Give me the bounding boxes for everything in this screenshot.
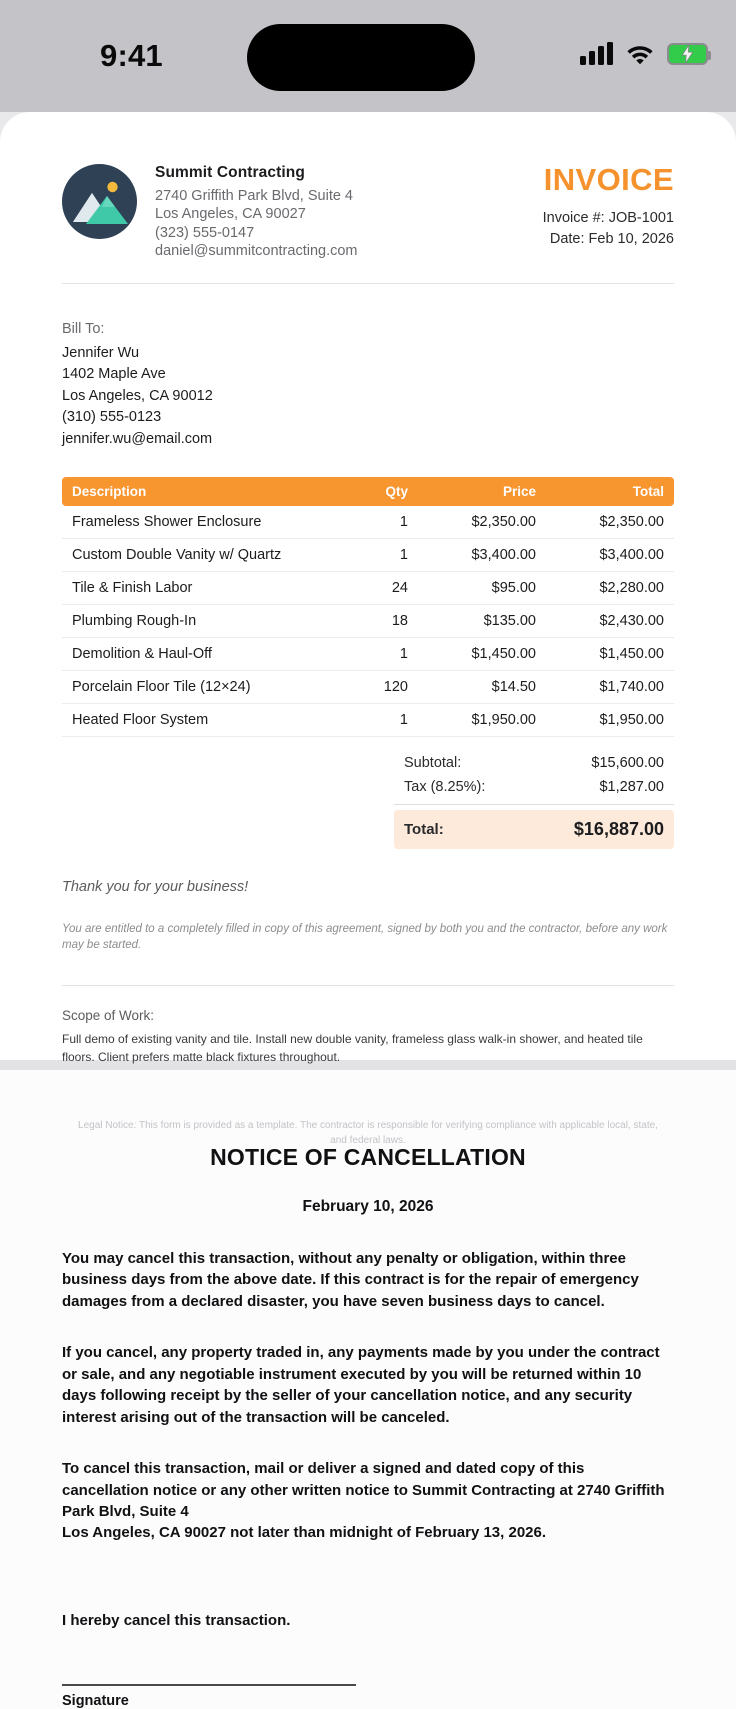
hereby-cancel-statement: I hereby cancel this transaction. (62, 1611, 291, 1629)
legal-notice: Legal Notice: This form is provided as a template. The contractor is responsible for verifying compliance with applicable local, state, and federal laws. (78, 1120, 658, 1147)
cell-qty: 1 (332, 506, 418, 539)
tax-label: Tax (8.25%): (404, 778, 486, 795)
cell-description: Plumbing Rough-In (62, 604, 332, 637)
cell-price: $2,350.00 (418, 506, 546, 539)
client-address-line-1: 1402 Maple Ave (62, 366, 166, 383)
invoice-page (0, 112, 736, 1147)
client-address-line-2: Los Angeles, CA 90012 (62, 387, 213, 404)
dynamic-island (247, 24, 475, 91)
cell-qty: 1 (332, 538, 418, 571)
table-row (62, 670, 674, 703)
entitlement-note: You are entitled to a completely filled in copy of this agreement, signed by both you and the contractor, before any work may be started. (62, 922, 668, 951)
column-header-qty: Qty (332, 477, 418, 506)
table-row (62, 604, 674, 637)
cell-qty: 18 (332, 604, 418, 637)
table-row (62, 637, 674, 670)
cancellation-paragraph-2: If you cancel, any property traded in, any payments made by you under the contract or sale, and any negotiable instrument executed by you will be returned within 10 days following receipt by the seller of your cancellation notice, and any security interest arising out of the transaction will be canceled. (62, 1344, 660, 1426)
grand-total-label: Total: (404, 820, 444, 838)
invoice-number: Invoice #: JOB-1001 (542, 210, 674, 226)
mountain-logo-icon (62, 164, 137, 239)
wifi-icon (626, 43, 654, 65)
line-items-table (62, 477, 674, 737)
business-phone: (323) 555-0147 (155, 224, 255, 241)
bill-to-section (62, 284, 674, 451)
scope-of-work-label: Scope of Work: (62, 1008, 155, 1024)
cell-description: Demolition & Haul-Off (62, 637, 332, 670)
document-scroll-area[interactable] (0, 112, 736, 1709)
client-name: Jennifer Wu (62, 344, 140, 361)
signature-line[interactable] (62, 1684, 356, 1686)
totals-divider (394, 804, 674, 805)
cell-total: $2,280.00 (546, 571, 674, 604)
cancellation-paragraph-3-text: To cancel this transaction, mail or deliver a signed and dated copy of this cancellation notice or any other written notice to Summit Contracting at 2740 Griffith Park Blvd, Suite 4 (62, 1460, 665, 1520)
battery-charging-icon (667, 43, 708, 65)
cell-price: $1,950.00 (418, 703, 546, 736)
bill-to-label: Bill To: (62, 320, 105, 337)
client-email: jennifer.wu@email.com (62, 431, 213, 447)
invoice-title: INVOICE (543, 162, 674, 197)
cancellation-paragraph-3b-text: Los Angeles, CA 90027 not later than midnight of February 13, 2026. (62, 1524, 547, 1542)
grand-total-value: $16,887.00 (573, 818, 664, 839)
status-bar-indicators (580, 42, 708, 65)
cell-total: $3,400.00 (546, 538, 674, 571)
business-info (62, 162, 358, 261)
scope-of-work-body: Full demo of existing vanity and tile. Install new double vanity, frameless glass walk-in shower, and heated tile floors. Client prefers matte black fixtures throughout. (62, 1032, 643, 1064)
totals-section (62, 751, 674, 849)
cell-qty: 120 (332, 670, 418, 703)
subtotal-row (394, 751, 674, 775)
cell-price: $135.00 (418, 604, 546, 637)
cell-price: $1,450.00 (418, 637, 546, 670)
column-header-total: Total (546, 477, 674, 506)
cancellation-paragraph-3 (62, 1458, 674, 1544)
cell-qty: 24 (332, 571, 418, 604)
cell-description: Frameless Shower Enclosure (62, 506, 332, 539)
status-bar-time: 9:41 (100, 38, 163, 73)
cancellation-date: February 10, 2026 (302, 1198, 434, 1215)
cell-total: $1,450.00 (546, 637, 674, 670)
cell-description: Heated Floor System (62, 703, 332, 736)
cell-qty: 1 (332, 703, 418, 736)
tax-value: $1,287.00 (599, 778, 664, 795)
thank-you-note: Thank you for your business! (62, 878, 249, 895)
business-name: Summit Contracting (155, 164, 305, 181)
business-email: daniel@summitcontracting.com (155, 243, 358, 260)
cell-total: $2,350.00 (546, 506, 674, 539)
table-row (62, 703, 674, 736)
signature-label: Signature (62, 1692, 129, 1709)
cancellation-title: NOTICE OF CANCELLATION (210, 1144, 526, 1170)
cell-description: Porcelain Floor Tile (12×24) (62, 670, 332, 703)
cell-price: $3,400.00 (418, 538, 546, 571)
section-divider (62, 985, 674, 986)
subtotal-value: $15,600.00 (591, 754, 664, 771)
tax-row (394, 775, 674, 799)
cell-price: $14.50 (418, 670, 546, 703)
table-row (62, 538, 674, 571)
cancellation-paragraph-1: You may cancel this transaction, without any penalty or obligation, within three business days from the above date. If this contract is for the repair of emergency damages from a declared disaster, you have seven business days to cancel. (62, 1250, 639, 1310)
cancellation-page (0, 1070, 736, 1709)
table-row (62, 506, 674, 539)
table-row (62, 571, 674, 604)
column-header-price: Price (418, 477, 546, 506)
status-bar (0, 0, 736, 112)
cell-qty: 1 (332, 637, 418, 670)
cell-total: $1,950.00 (546, 703, 674, 736)
invoice-header (62, 162, 674, 284)
grand-total-row (394, 810, 674, 849)
client-phone: (310) 555-0123 (62, 409, 162, 426)
business-text-block (155, 162, 358, 261)
line-items-body (62, 506, 674, 737)
table-header-row (62, 477, 674, 506)
cell-description: Tile & Finish Labor (62, 571, 332, 604)
invoice-meta (543, 162, 674, 250)
business-address-line-1: 2740 Griffith Park Blvd, Suite 4 (155, 188, 354, 204)
invoice-date: Date: Feb 10, 2026 (549, 231, 674, 248)
cell-description: Custom Double Vanity w/ Quartz (62, 538, 332, 571)
column-header-description: Description (62, 477, 332, 506)
cell-total: $2,430.00 (546, 604, 674, 637)
subtotal-label: Subtotal: (404, 754, 462, 771)
cellular-signal-icon (580, 42, 613, 65)
business-address-line-2: Los Angeles, CA 90027 (155, 206, 306, 223)
cell-price: $95.00 (418, 571, 546, 604)
cell-total: $1,740.00 (546, 670, 674, 703)
